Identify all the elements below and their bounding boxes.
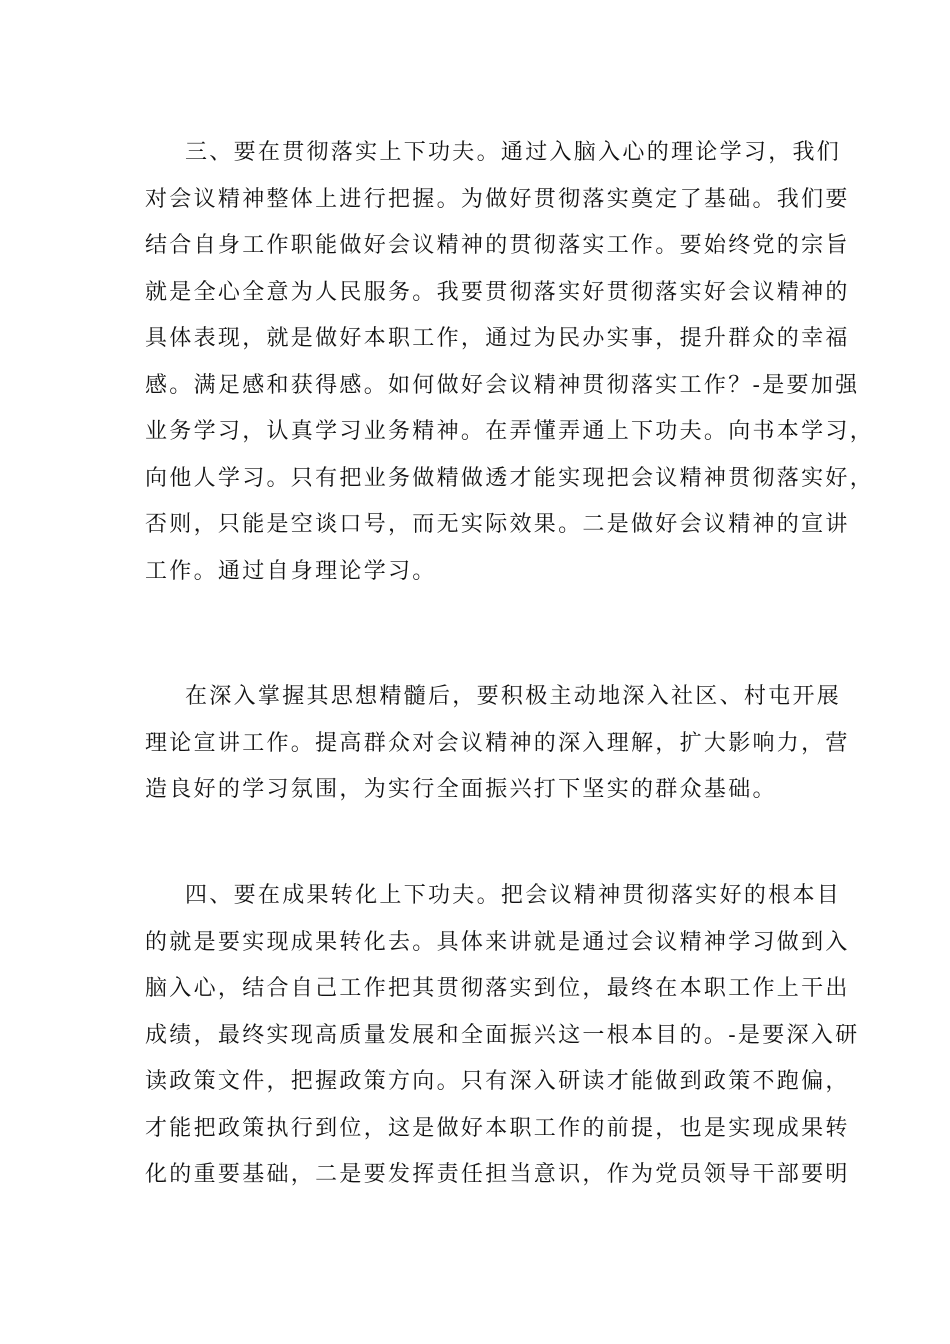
text-line: 结合自身工作职能做好会议精神的贯彻落实工作。要始终党的宗旨 xyxy=(145,233,850,258)
text-line: 具体表现，就是做好本职工作，通过为民办实事，提升群众的幸福 xyxy=(145,326,850,351)
text-line: 造良好的学习氛围，为实行全面振兴打下坚实的群众基础。 xyxy=(145,777,777,802)
text-line: 化的重要基础，二是要发挥责任担当意识，作为党员领导干部要明 xyxy=(145,1162,850,1187)
text-line: 就是全心全意为人民服务。我要贯彻落实好贯彻落实好会议精神的 xyxy=(145,279,850,305)
text-line: 理论宣讲工作。提高群众对会议精神的深入理解，扩大影响力，营 xyxy=(145,730,850,756)
text-line: 业务学习，认真学习业务精神。在弄懂弄通上下功夫。向书本学习， xyxy=(145,419,875,444)
text-line: 四、要在成果转化上下功夫。把会议精神贯彻落实好的根本目 xyxy=(185,883,842,908)
paragraph-section-three xyxy=(145,130,875,595)
text-line: 向他人学习。只有把业务做精做透才能实现把会议精神贯彻落实好， xyxy=(145,465,875,491)
text-line: 才能把政策执行到位，这是做好本职工作的前提，也是实现成果转 xyxy=(145,1115,850,1141)
text-line: 脑入心，结合自己工作把其贯彻落实到位，最终在本职工作上干出 xyxy=(145,976,850,1001)
text-line: 对会议精神整体上进行把握。为做好贯彻落实奠定了基础。我们要 xyxy=(145,186,850,212)
text-line: 读政策文件，把握政策方向。只有深入研读才能做到政策不跑偏， xyxy=(145,1069,850,1094)
paragraph-section-four xyxy=(145,873,860,1199)
text-line: 工作。通过自身理论学习。 xyxy=(145,558,437,584)
paragraph-theory-outreach xyxy=(145,674,850,814)
text-line: 否则，只能是空谈口号，而无实际效果。二是做好会议精神的宣讲 xyxy=(145,512,850,537)
text-line: 在深入掌握其思想精髓后，要积极主动地深入社区、村屯开展 xyxy=(185,684,842,709)
text-line: 三、要在贯彻落实上下功夫。通过入脑入心的理论学习，我们 xyxy=(185,140,842,165)
text-line: 感。满足感和获得感。如何做好会议精神贯彻落实工作？-是要加强 xyxy=(145,372,860,398)
text-line: 成绩，最终实现高质量发展和全面振兴这一根本目的。-是要深入研 xyxy=(145,1022,860,1048)
text-line: 的就是要实现成果转化去。具体来讲就是通过会议精神学习做到入 xyxy=(145,929,850,955)
